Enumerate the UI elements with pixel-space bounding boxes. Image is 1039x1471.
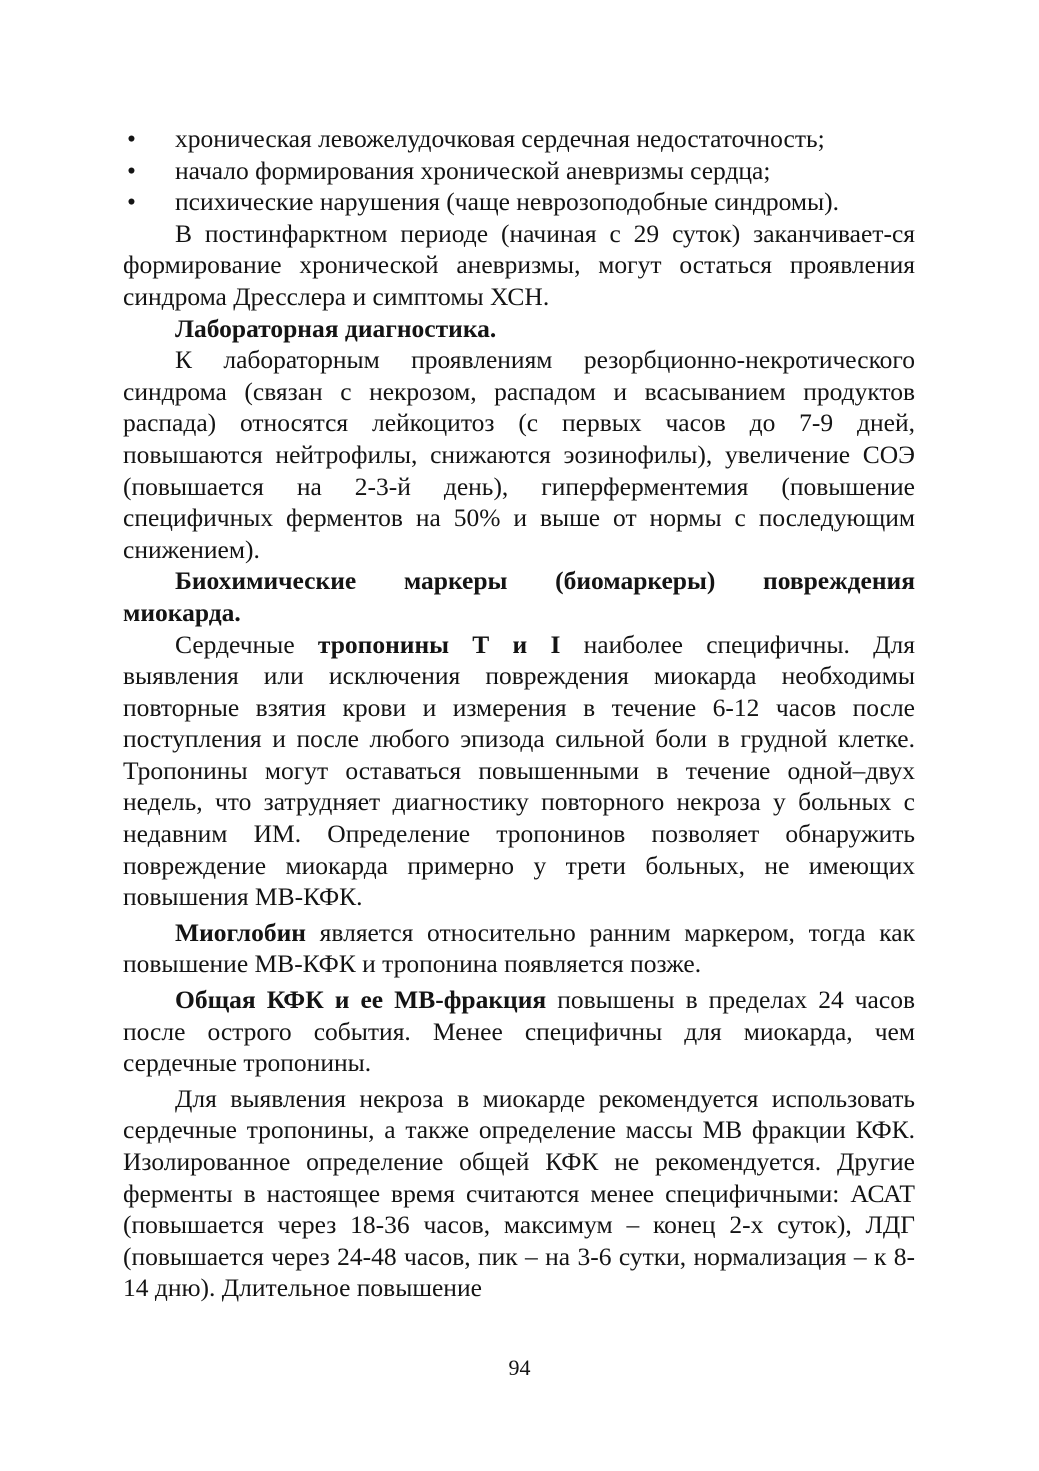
bullet-text: психические нарушения (чаще неврозоподобные синдромы). <box>175 187 840 217</box>
bullet-text: хроническая левожелудочковая сердечная недостаточность; <box>175 124 825 153</box>
lab-heading <box>123 313 915 345</box>
lab-paragraph: К лабораторным проявлениям резорбционно-некротического синдрома (связан с некрозом, распадом и всасыванием продуктов распада) относятся лейкоцитоз (с первых часов до 7-9 дней, повышаются нейтрофилы, снижаются эозинофилы), увеличение СОЭ (повышается на 2-3-й день), гиперферментемия (повышение специфичных ферментов на 50% и выше от нормы с последующим снижением). <box>123 345 915 564</box>
myoglobin-text: является относительно ранним маркером, тогда как повышение МВ-КФК и тропонина появляется позже. <box>123 917 915 979</box>
ck-term: Общая КФК и ее МВ-фракция <box>175 985 547 1015</box>
ck-text: повышены в пределах 24 часов после острого события. Менее специфичны для миокарда, чем сердечные тропонины. <box>123 985 915 1078</box>
postinfarct-paragraph: В постинфарктном периоде (начиная с 29 суток) заканчивает-ся формирование хронической аневризмы, могут остаться проявления синдрома Дресслера и симптомы ХСН. <box>123 218 915 311</box>
necrosis-paragraph: Для выявления некроза в миокарде рекомендуется использовать сердечные тропонины, а также определение массы МВ фракции КФК. Изолированное определение общей КФК не рекомендуется. Другие ферменты в настоящее время считаются менее специфичными: АСАТ (повышается через 18-36 часов, максимум – конец 2-х суток), ЛДГ (повышается через 24-48 часов, пик – на 3-6 сутки, нормализация – к 8-14 дню). Длительное повышение <box>123 1083 915 1303</box>
page-number: 94 <box>508 1355 531 1380</box>
page-content <box>123 123 915 1304</box>
troponin-term: тропонины Т и I <box>317 629 561 659</box>
ck-paragraph <box>123 984 915 1079</box>
troponin-text: наиболее специфичны. Для выявления или исключения повреждения миокарда необходимы повторные взятия крови и измерения в течение 6-12 часов после поступления и после любого эпизода сильной боли в грудной клетке. Тропонины могут оставаться повышенными в течение одной–двух недель, что затрудняет диагностику повторного некроза у больных с недавним ИМ. Определение тропонинов позволяет обнаружить повреждение миокарда примерно у трети больных, не имеющих повышения МВ-КФК. <box>123 629 915 912</box>
lab-heading-text: Лабораторная диагностика. <box>175 313 497 343</box>
bullet-icon: • <box>127 124 136 153</box>
troponin-intro: Сердечные <box>175 629 318 659</box>
bullet-icon: • <box>127 187 136 217</box>
bullet-item <box>123 186 915 218</box>
bullet-item <box>123 123 915 155</box>
biomarkers-heading-text: Биохимические маркеры (биомаркеры) повреждения миокарда. <box>123 566 915 627</box>
bullet-text: начало формирования хронической аневризмы сердца; <box>175 155 771 185</box>
myoglobin-term: Миоглобин <box>175 917 306 947</box>
biomarkers-heading <box>123 565 915 628</box>
bullet-item <box>123 155 915 187</box>
troponin-paragraph <box>123 629 915 913</box>
bullet-icon: • <box>127 155 136 185</box>
myoglobin-paragraph <box>123 917 915 980</box>
